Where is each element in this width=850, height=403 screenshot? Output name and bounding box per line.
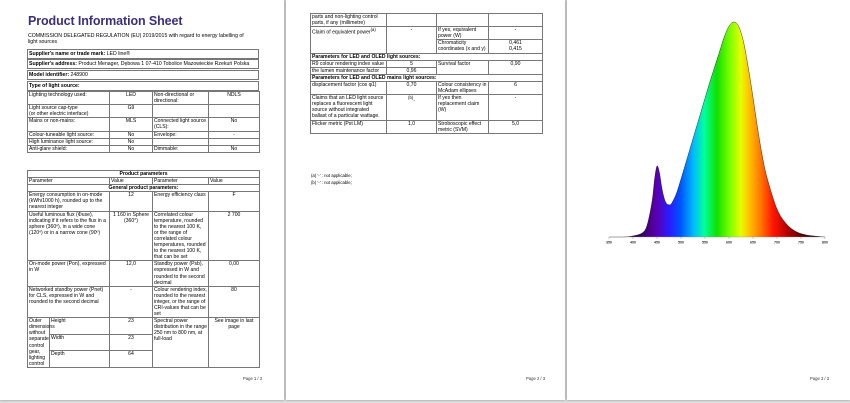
general-param-cell: Useful luminous flux (Φuse), indicating if it refers to the flux in a sphere (360º), in a wide cone (120º) or in a narrow cone (90º) [28, 211, 110, 261]
type-value-cell: G9 [110, 105, 153, 118]
replacement-claim-label: If yes then replacement claim (W) [437, 95, 489, 120]
x-axis-ticks [606, 237, 828, 245]
if-yes-equivalent-value: - [489, 27, 543, 40]
type-table [27, 91, 260, 153]
x-tick-label: 750 [798, 240, 804, 245]
replacement-claims-label: Claims that an LED light source replaces a fluorescent light source without integrated ballast of a particular wattage. [311, 95, 387, 120]
replacement-claim-value: - [489, 95, 543, 120]
type-param-cell: Dimmable: [153, 145, 209, 152]
type-value-cell [209, 138, 260, 145]
type-value-cell: No [209, 118, 260, 131]
table-row [28, 261, 260, 286]
general-param-cell: Energy consumption in on-mode (kWh/1000 h), rounded up to the nearest integer [28, 192, 110, 211]
params-header-row [28, 178, 260, 185]
maintenance-label: the lumen maintenance factor [311, 67, 387, 74]
general-param-cell: Networked standby power (Pnet) for CLS, expressed in W and rounded to the second decimal [28, 286, 110, 317]
type-value-cell: NDLS [209, 92, 260, 105]
displacement-label: displacement factor (cos φ1) [311, 81, 387, 94]
r9-label: R9 colour rendering index value [311, 60, 387, 67]
width-value: 23 [110, 334, 153, 351]
general-param-cell: On-mode power (Pon), expressed in W [28, 261, 110, 286]
page-1 [0, 0, 284, 400]
params-heading-row [28, 171, 260, 178]
table-row [28, 192, 260, 211]
type-value-cell: No [110, 145, 153, 152]
table-row [28, 105, 260, 118]
spectral-value: See image in last page [209, 318, 260, 368]
type-value-cell: No [110, 138, 153, 145]
general-value-cell: F [209, 192, 260, 211]
general-value-cell: 1 160 in Sphere (360°) [110, 211, 153, 261]
type-value-cell: - [209, 131, 260, 138]
x-tick-label: 500 [678, 240, 684, 245]
general-value-cell: 80 [209, 286, 260, 317]
table-row [28, 145, 260, 152]
type-param-cell [153, 105, 209, 118]
claim-equivalent-label: Claim of equivalent power$^{(a)}$ [311, 27, 387, 53]
general-value-cell: 12 [110, 192, 153, 211]
col-parameter-2: Parameter [153, 178, 209, 185]
page-number: Page 2 / 3 [526, 376, 546, 381]
table-row [311, 95, 543, 120]
height-value: 23 [110, 318, 153, 335]
params-table [27, 170, 260, 368]
displacement-value: 0,70 [387, 81, 437, 94]
consistency-value: 6 [489, 81, 543, 94]
chromaticity-label: Chromaticity coordinates (x and y) [437, 40, 489, 53]
type-param-cell: High luminance light source: [28, 138, 110, 145]
outer-dimensions-label: Outer dimensions without separate control gear, lighting control [29, 318, 55, 367]
mains-heading: Parameters for LED and OLED mains light sources: [311, 74, 543, 81]
dimension-row [28, 318, 260, 335]
flicker-label: Flicker metric (Pst LM) [311, 120, 387, 133]
type-param-cell: Non-directional or directional: [153, 92, 209, 105]
section-heading-row [311, 74, 543, 81]
page-number: Page 1 / 3 [243, 376, 263, 381]
table-row [28, 286, 260, 317]
spectral-label: Spectral power distribution in the range 250 nm to 800 nm, at full-load [153, 318, 209, 368]
width-label: Width [50, 334, 110, 351]
general-param-cell: Correlated colour temperature, rounded to the nearest 100 K, or the range of correlated colour temperatures, rounded to the nearest 100 K, that can be set [153, 211, 209, 261]
led-oled-heading: Parameters for LED and OLED light sources: [311, 53, 543, 60]
page-2 [286, 0, 565, 400]
product-params-heading: Product parameters [28, 171, 260, 178]
if-yes-equivalent-label: If yes, equivalent power (W) [437, 27, 489, 40]
type-value-cell: No [110, 131, 153, 138]
depth-value: 64 [110, 351, 153, 368]
type-value-cell: LED [110, 92, 153, 105]
supplier-address-row [27, 59, 259, 69]
general-value-cell: 12,0 [110, 261, 153, 286]
table-row [311, 14, 543, 27]
general-value-cell: - [110, 286, 153, 317]
supplier-name-row [27, 49, 259, 59]
table-row [28, 138, 260, 145]
type-param-cell: Connected light source (CLS): [153, 118, 209, 131]
section-heading-row [311, 53, 543, 60]
r9-value: 5 [387, 60, 437, 67]
x-tick-label: 350 [606, 240, 612, 245]
general-param-cell: Standby power (Psb), expressed in W and rounded to the second decimal [153, 261, 209, 286]
table-row [311, 60, 543, 67]
table-row [28, 118, 260, 131]
table-row [28, 131, 260, 138]
x-tick-label: 650 [750, 240, 756, 245]
spectrum-area [609, 22, 825, 237]
stroboscopic-label: Stroboscopic effect metric (SVM) [437, 120, 489, 133]
type-param-cell: Envelope: [153, 131, 209, 138]
supplier-name: LED line® [106, 51, 131, 57]
table-row [311, 120, 543, 133]
height-label: Height [50, 318, 110, 335]
consistency-label: Colour consistency in McAdam ellipses [437, 81, 489, 94]
type-value-cell: MLS [110, 118, 153, 131]
spectral-distribution-chart [567, 0, 850, 260]
type-heading: Type of light source: [27, 81, 259, 91]
type-value-cell: No [209, 145, 260, 152]
general-heading-row [28, 185, 260, 192]
type-value-cell [209, 105, 260, 118]
type-param-cell: Light source cap-type (or other electric interface) [28, 105, 110, 118]
footnote-a: (a) '-' : not applicable; [311, 173, 352, 178]
table-row [311, 27, 543, 40]
sheet-title: Product Information Sheet [28, 14, 183, 28]
type-param-cell [153, 138, 209, 145]
x-tick-label: 600 [726, 240, 732, 245]
supplier-address-label: Supplier's address: [29, 61, 77, 67]
general-value-cell: 2 700 [209, 211, 260, 261]
footnote-b: (b) '-' : not applicable; [311, 180, 352, 185]
claim-equivalent-value: - [387, 27, 437, 53]
type-param-cell: Mains or non-mains: [28, 118, 110, 131]
table-row [28, 211, 260, 261]
col-value-2: Value [209, 178, 260, 185]
col-value: Value [110, 178, 153, 185]
continued-param: parts and non-lighting control parts, if any (millimetre) [311, 14, 387, 27]
x-tick-label: 550 [702, 240, 708, 245]
x-tick-label: 800 [822, 240, 828, 245]
survival-label: Survival factor [437, 60, 489, 74]
table-row [311, 81, 543, 94]
general-param-cell: Colour rendering index, rounded to the nearest integer, or the range of CRI-values that can be set [154, 286, 207, 318]
supplier-name-label: Supplier's name or trade mark: [29, 51, 106, 57]
general-value-cell: 0,00 [209, 261, 260, 286]
flicker-value: 1,0 [387, 120, 437, 133]
general-heading: General product parameters: [28, 185, 260, 192]
type-param-cell: Anti-glare shield: [28, 145, 110, 152]
col-parameter: Parameter [28, 178, 110, 185]
replacement-claims-value: $^{(b)}$- [387, 95, 437, 120]
params-table-continued [310, 13, 543, 134]
page-number: Page 3 / 3 [810, 376, 830, 381]
regulation-text: COMMISSION DELEGATED REGULATION (EU) 2019/2015 with regard to energy labelling of light sources [28, 33, 244, 46]
survival-value: 0,90 [489, 60, 543, 74]
depth-label: Depth [50, 351, 110, 368]
table-row [28, 92, 260, 105]
maintenance-value: 0,96 [387, 67, 437, 74]
model-row [27, 70, 259, 80]
chromaticity-value: 0,461 0,415 [489, 40, 543, 53]
stroboscopic-value: 5,0 [489, 120, 543, 133]
x-tick-label: 700 [774, 240, 780, 245]
type-param-cell: Lighting technology used: [28, 92, 110, 105]
model-identifier: 248900 [70, 72, 88, 78]
x-tick-label: 400 [630, 240, 636, 245]
general-param-cell: Energy efficiency class [153, 192, 209, 211]
supplier-address: Product Menager, Dębowa 1 07-410 Tobolice Mazowieckie Rzekuń Polska [78, 61, 250, 67]
x-tick-label: 450 [654, 240, 660, 245]
page-3 [567, 0, 850, 400]
model-label: Model identifier: [29, 72, 70, 78]
type-param-cell: Colour-tuneable light source: [28, 131, 110, 138]
